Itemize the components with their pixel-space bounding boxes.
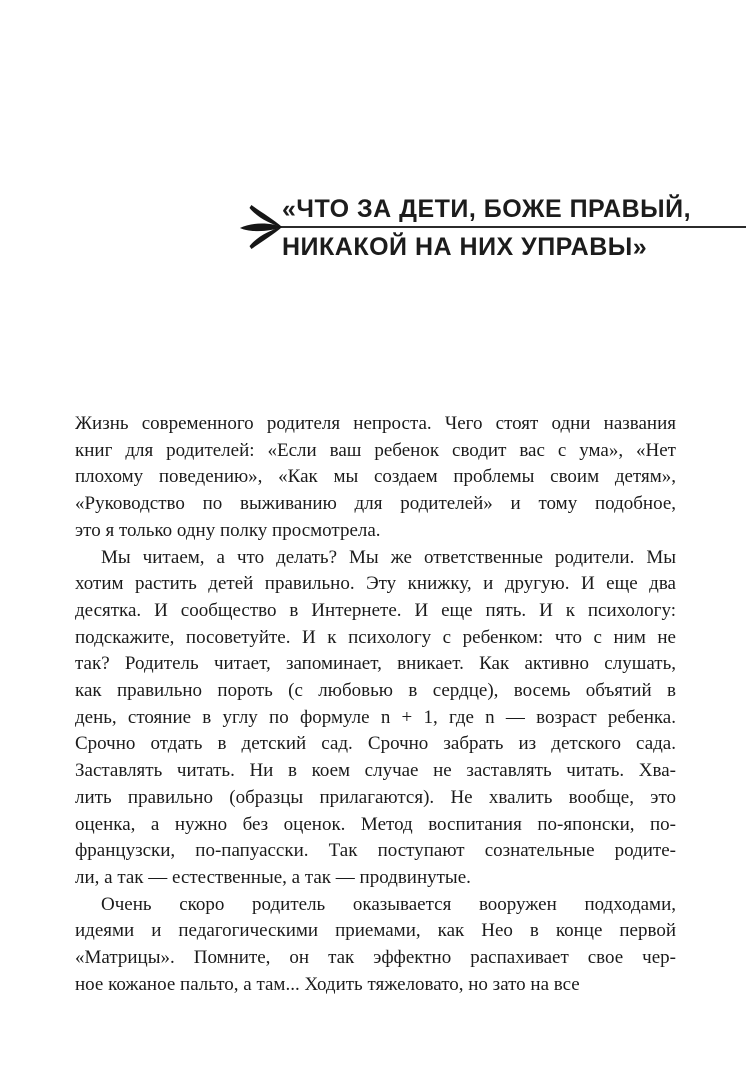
chapter-heading bbox=[238, 190, 746, 270]
text-line: плохому поведению», «Как мы создаем проблемы своим детям», bbox=[75, 466, 676, 488]
text-line: день, стояние в углу по формуле n + 1, где n — возраст ребенка. bbox=[75, 706, 676, 728]
text-line: так? Родитель читает, запоминает, вникает. Как активно слушать, bbox=[75, 653, 676, 675]
chapter-title bbox=[282, 190, 746, 266]
text-line: оценка, а нужно без оценок. Метод воспитания по-японски, по- bbox=[75, 813, 676, 835]
text-line: подскажите, посоветуйте. И к психологу с ребенком: что с ним не bbox=[75, 626, 676, 648]
text-line: как правильно пороть (с любовью в сердце), восемь объятий в bbox=[75, 680, 676, 702]
text-line: Мы читаем, а что делать? Мы же ответственные родители. Мы bbox=[101, 546, 676, 568]
paragraph bbox=[75, 892, 676, 999]
text-line: книг для родителей: «Если ваш ребенок сводит вас с ума», «Нет bbox=[75, 439, 676, 461]
text-line: Жизнь современного родителя непроста. Чего стоят одни названия bbox=[75, 413, 676, 434]
chapter-title-line1: «ЧТО ЗА ДЕТИ, БОЖЕ ПРАВЫЙ, bbox=[282, 195, 692, 223]
text-line: «Матрицы». Помните, он так эффектно распахивает свое чер- bbox=[75, 947, 676, 969]
text-line: Очень скоро родитель оказывается вооружен подходами, bbox=[101, 893, 676, 915]
text-line: хотим растить детей правильно. Эту книжку, и другую. И еще два bbox=[75, 573, 676, 595]
text-line: это я только одну полку просмотрела. bbox=[75, 519, 381, 541]
text-line: Срочно отдать в детский сад. Срочно забрать из детского сада. bbox=[75, 733, 676, 755]
heading-rule bbox=[254, 226, 746, 228]
text-line: идеями и педагогическими приемами, как Нео в конце первой bbox=[75, 920, 676, 942]
arrow-sprout-icon bbox=[238, 202, 284, 252]
body-text bbox=[75, 411, 676, 998]
text-line: лить правильно (образцы прилагаются). Не хвалить вообще, это bbox=[75, 786, 676, 808]
text-line: Заставлять читать. Ни в коем случае не заставлять читать. Хва- bbox=[75, 760, 676, 782]
text-line: ли, а так — естественные, а так — продвинутые. bbox=[75, 866, 471, 888]
chapter-title-line2: НИКАКОЙ НА НИХ УПРАВЫ» bbox=[282, 233, 648, 261]
paragraph bbox=[75, 411, 676, 545]
paragraph bbox=[75, 545, 676, 892]
text-line: «Руководство по выживанию для родителей» и тому подобное, bbox=[75, 493, 676, 515]
text-line: ное кожаное пальто, а там... Ходить тяжеловато, но зато на все bbox=[75, 973, 580, 995]
text-line: французски, по-папуасски. Так поступают сознательные родите- bbox=[75, 840, 676, 862]
text-line: десятка. И сообщество в Интернете. И еще пять. И к психологу: bbox=[75, 599, 676, 621]
